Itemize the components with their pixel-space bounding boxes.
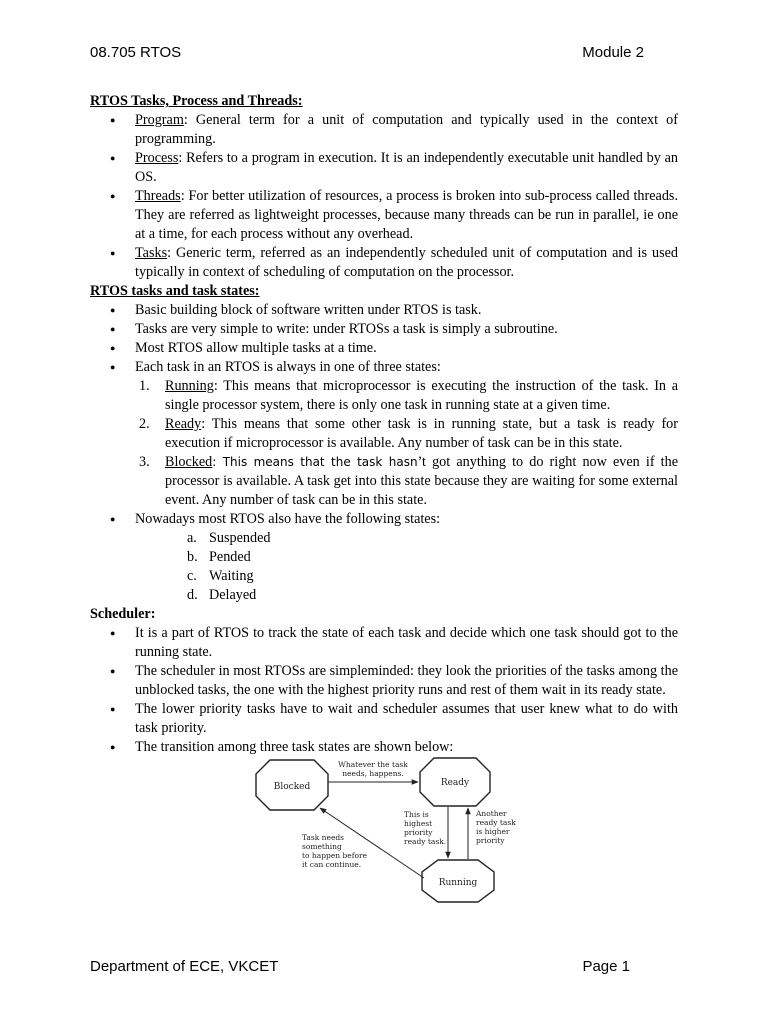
state-label: Pended bbox=[209, 549, 251, 565]
blocked-state-label: Blocked bbox=[273, 782, 311, 792]
task-state-diagram bbox=[246, 752, 522, 904]
term: Threads bbox=[135, 188, 181, 204]
definition: : For better utilization of resources, a process is broken into sub-process called threads. They are referred as lightweight processes, because many threads can be run in parallel, ie one at a time, for each process without any overhead. bbox=[135, 188, 678, 242]
extra-state-item bbox=[187, 567, 678, 586]
states-numbered-list bbox=[135, 377, 678, 510]
list-item bbox=[135, 149, 678, 187]
transition-label-left: to happen before bbox=[302, 851, 368, 860]
definition: : Generic term, referred as an independently scheduled unit of computation and is used typically in context of scheduling of computation on the processor. bbox=[135, 245, 678, 280]
state-item-running bbox=[139, 377, 678, 415]
list-item: ● It is a part of RTOS to track the state of each task and decide which one task should got to the running state. bbox=[135, 624, 678, 662]
definition: : General term for a unit of computation and typically used in the context of programming. bbox=[135, 112, 678, 147]
transition-label-left: it can continue. bbox=[302, 860, 362, 869]
document-body bbox=[90, 92, 678, 757]
state-label: Waiting bbox=[209, 568, 254, 584]
term: Process bbox=[135, 150, 179, 166]
list-marker: 2. bbox=[139, 416, 150, 432]
transition-label-mid: ready task. bbox=[404, 837, 447, 846]
transition-label-right: Another bbox=[476, 809, 507, 818]
list-item bbox=[135, 510, 678, 605]
state-item-blocked bbox=[139, 453, 679, 510]
transition-label-right: ready task bbox=[476, 818, 516, 827]
list-item-text: Nowadays most RTOS also have the following states: bbox=[135, 511, 441, 527]
list-marker: c. bbox=[187, 568, 197, 584]
term: Program bbox=[135, 112, 184, 128]
footer-left: Department of ECE, VKCET bbox=[90, 958, 279, 975]
list-marker: 3. bbox=[139, 454, 150, 470]
definition: : Refers to a program in execution. It is an independently executable unit handled by an OS. bbox=[135, 150, 678, 185]
definition: : This means that some other task is in running state, but a task is ready for execution if microprocessor is available. Any number of task can be in this state. bbox=[165, 416, 678, 451]
transition-label-top: needs, happens. bbox=[342, 769, 404, 778]
term: Running bbox=[165, 378, 214, 394]
definitions-list bbox=[90, 111, 678, 282]
transition-label-mid: priority bbox=[404, 828, 433, 837]
list-item: ● The transition among three task states are shown below: bbox=[135, 738, 678, 757]
header-right: Module 2 bbox=[582, 44, 644, 61]
ready-state-label: Ready bbox=[440, 778, 470, 788]
list-item: ● The lower priority tasks have to wait and scheduler assumes that user knew what to do with task priority. bbox=[135, 700, 678, 738]
term: Ready bbox=[165, 416, 202, 432]
transition-label-left: something bbox=[302, 842, 342, 851]
list-item: ● Tasks are very simple to write: under RTOSs a task is simply a subroutine. bbox=[135, 320, 678, 339]
extra-state-item bbox=[187, 548, 678, 567]
list-item: ● Basic building block of software written under RTOS is task. bbox=[135, 301, 678, 320]
extra-states-list bbox=[135, 529, 678, 605]
transition-label-mid: highest bbox=[404, 819, 433, 828]
term: Blocked bbox=[165, 454, 213, 470]
running-state-label: Running bbox=[438, 878, 478, 888]
state-label: Delayed bbox=[209, 587, 257, 603]
list-marker: d. bbox=[187, 587, 198, 603]
list-marker: a. bbox=[187, 530, 197, 546]
definition: ’t got anything to do right now even if the processor is available. A task get into this state because they are waiting for some external event. Any number of task can be in this state. bbox=[165, 454, 679, 508]
list-marker: 1. bbox=[139, 378, 150, 394]
section-title-task-states: RTOS tasks and task states: bbox=[90, 283, 260, 299]
list-marker: b. bbox=[187, 549, 198, 565]
transition-label-right: is higher bbox=[476, 827, 510, 836]
transition-label-left: Task needs bbox=[302, 833, 345, 842]
transition-label-mid: This is bbox=[404, 810, 429, 819]
section-title-tasks-process-threads: RTOS Tasks, Process and Threads: bbox=[90, 93, 303, 109]
state-item-ready bbox=[139, 415, 678, 453]
definition: : This means that microprocessor is executing the instruction of the task. In a single processor system, there is only one task in running state at a given time. bbox=[165, 378, 678, 413]
list-item bbox=[135, 187, 678, 244]
list-item: ● The scheduler in most RTOSs are simpleminded: they look the priorities of the tasks among the unblocked tasks, the one with the highest priority runs and rest of them wait in its ready state. bbox=[135, 662, 678, 700]
extra-state-item bbox=[187, 529, 678, 548]
transition-label-right: priority bbox=[476, 836, 505, 845]
term: Tasks bbox=[135, 245, 168, 261]
section-title-scheduler: Scheduler: bbox=[90, 606, 156, 622]
list-item: ● Most RTOS allow multiple tasks at a time. bbox=[135, 339, 678, 358]
transition-label-top: Whatever the task bbox=[338, 760, 408, 769]
list-item bbox=[135, 111, 678, 149]
list-item bbox=[135, 358, 678, 510]
extra-state-item bbox=[187, 586, 678, 605]
footer-right: Page 1 bbox=[582, 958, 630, 975]
list-item bbox=[135, 244, 678, 282]
scheduler-list bbox=[90, 624, 678, 757]
definition-mono: : This means that the task hasn bbox=[212, 455, 418, 469]
state-label: Suspended bbox=[209, 530, 271, 546]
task-states-list bbox=[90, 301, 678, 605]
header-left: 08.705 RTOS bbox=[90, 44, 182, 61]
list-item-text: Each task in an RTOS is always in one of three states: bbox=[135, 359, 441, 375]
